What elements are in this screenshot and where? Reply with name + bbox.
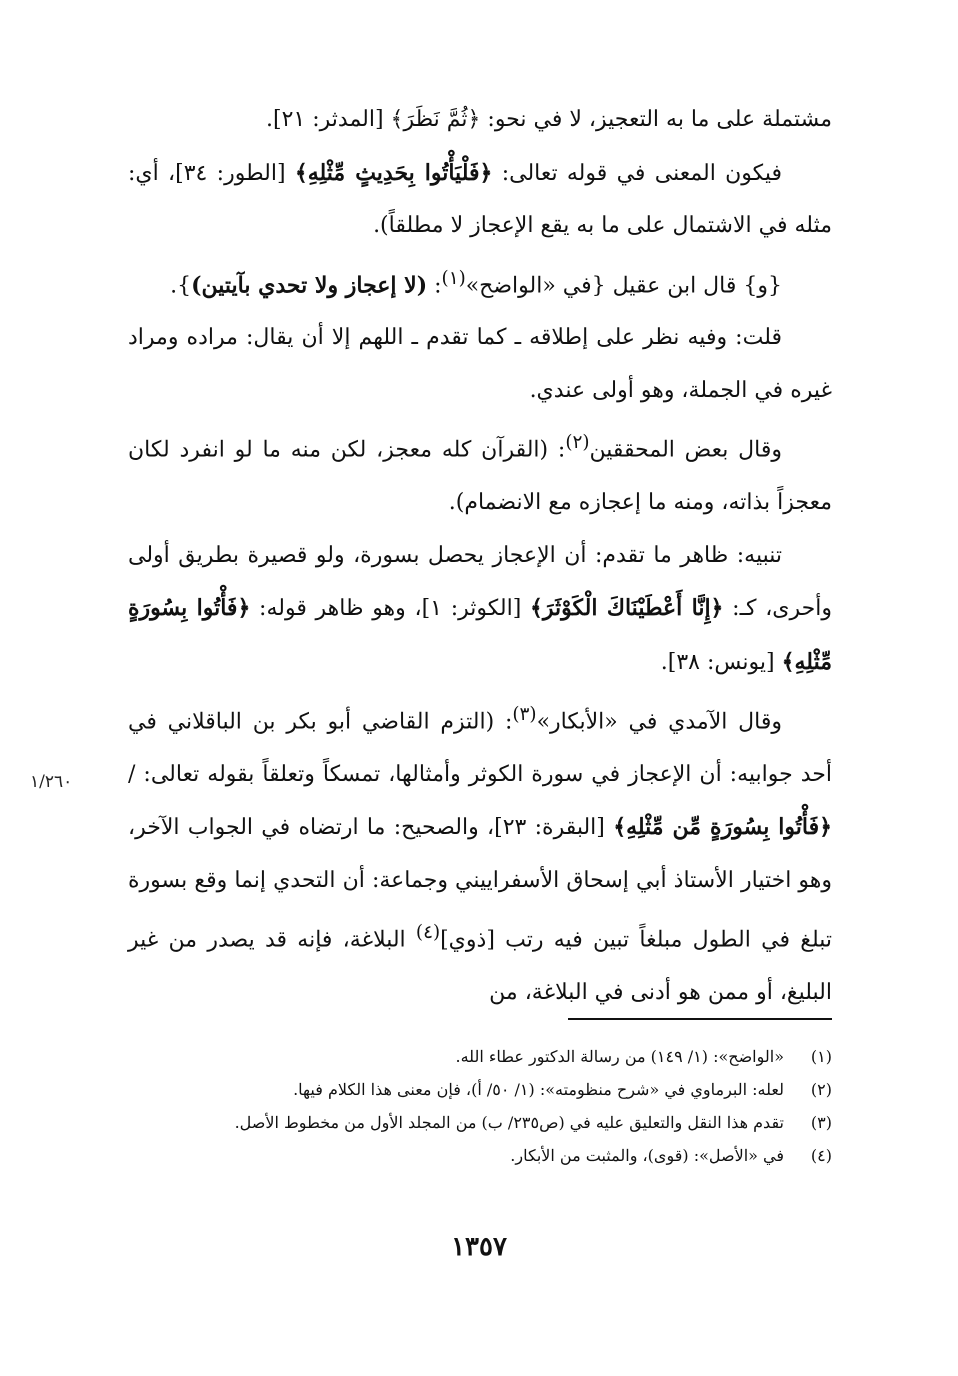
text-span: {و} قال ابن عقيل {في «الواضح» <box>465 272 782 298</box>
quran-quote: ﴿إِنَّا أَعْطَيْنَاكَ الْكَوْثَرَ﴾ <box>530 595 724 622</box>
footnote-divider <box>568 1018 832 1020</box>
text-span: [يونس: ٣٨]. <box>660 649 782 675</box>
paragraph-3 <box>128 253 832 313</box>
paragraph-1 <box>128 94 832 147</box>
text-span: مشتملة على ما به التعجيز، لا في نحو: ﴿ثُمَّ نَظَرَ﴾ [المدثر: ٢١]. <box>266 107 832 132</box>
footnote-text: «الواضح»: (١/ ١٤٩) من رسالة الدكتور عطاء الله. <box>455 1047 784 1066</box>
text-span: تنبيه: ظاهر ما تقدم: أن الإعجاز يحصل بسورة، ولو قصيرة بطريق أولى وأحرى، كـ: <box>128 542 832 622</box>
text-span: }. <box>170 272 192 298</box>
page-number: ١٣٥٧ <box>451 1232 507 1262</box>
footnote-4 <box>128 1139 832 1172</box>
footnotes <box>128 1040 832 1172</box>
footnote-text: لعله: البرماوي في «شرح منظومته»: (١/ ٥٠/ أ)، فإن معنى هذا الكلام فيها. <box>293 1080 784 1099</box>
text-span: فيكون المعنى في قوله تعالى: <box>492 160 782 186</box>
quran-quote: ﴿فَأْتُوا بِسُورَةٍ مِّن مِّثْلِهِ﴾ <box>613 814 832 841</box>
footnote-3 <box>128 1106 832 1139</box>
paragraph-5 <box>128 417 832 529</box>
footnote-number: (٢) <box>810 1080 832 1099</box>
quran-quote: ﴿فَأْتُوا بِسُورَةٍ مِّثْلِهِ﴾ <box>128 595 832 675</box>
footnote-1 <box>128 1040 832 1073</box>
text-span: وقال بعض المحققين <box>589 437 782 463</box>
text-span: : (القرآن كله معجز، لكن منه ما لو انفرد لكان معجزاً بذاته، ومنه ما إعجازه مع الانضمام). <box>128 437 832 516</box>
footnote-number: (١) <box>810 1047 832 1066</box>
text-span: : <box>427 272 442 298</box>
footnote-number: (٤) <box>810 1146 832 1165</box>
paragraph-4 <box>128 312 832 417</box>
footnote-ref: (٣) <box>512 704 537 726</box>
manuscript-folio-note: ١/٢٦٠ <box>30 772 73 792</box>
paragraph-2 <box>128 147 832 253</box>
text-span: [الطور: ٣٤]، أي: مثله في الاشتمال على ما به يقع الإعجاز لا مطلقاً). <box>128 160 832 238</box>
paragraph-6 <box>128 530 832 690</box>
text-span: قلت: وفيه نظر على إطلاقه ـ كما تقدم ـ اللهم إلا أن يقال: مراده ومراد غيره في الجملة، وهو أولى عندي. <box>128 325 832 403</box>
main-text <box>128 94 832 1020</box>
bold-quote: (لا إعجاز ولا تحدي بآيتين) <box>191 271 428 298</box>
text-span: : (التزم القاضي أبو بكر بن الباقلاني في أحد جوابيه: أن الإعجاز في سورة الكوثر وأمثالها، تمسكاً وتعلقاً بقوله تعالى: / <box>128 709 832 787</box>
footnote-ref: (٢) <box>565 432 590 454</box>
text-span: [البقرة: ٢٣]، والصحيح: ما ارتضاه في الجواب الآخر، وهو اختيار الأستاذ أبي إسحاق الأسفراييني وجماعة: أن التحدي إنما وقع بسورة تبلغ في الطول مبلغاً تبين فيه رتب [ذوي] <box>128 815 832 953</box>
text-span: [الكوثر: ١]، وهو ظاهر قوله: <box>250 596 530 622</box>
footnote-text: تقدم هذا النقل والتعليق عليه في (ص٢٣٥/ ب) من المجلد الأول من مخطوط الأصل. <box>234 1113 784 1132</box>
footnote-number: (٣) <box>810 1113 832 1132</box>
text-span: البلاغة، فإنه قد يصدر من غير البليغ، أو ممن هو أدنى في البلاغة، من <box>128 927 832 1006</box>
footnote-ref: (٤) <box>415 922 441 944</box>
quran-quote: ﴿فَلْيَأْتُوا بِحَدِيثٍ مِّثْلِهِ﴾ <box>294 159 493 186</box>
footnote-ref: (١) <box>441 267 466 289</box>
text-span: وقال الآمدي في «الأبكار» <box>536 709 782 735</box>
footnote-text: في «الأصل»: (قوى)، والمثبت من الأبكار. <box>510 1146 784 1165</box>
footnote-2 <box>128 1073 832 1106</box>
paragraph-7 <box>128 689 832 1020</box>
